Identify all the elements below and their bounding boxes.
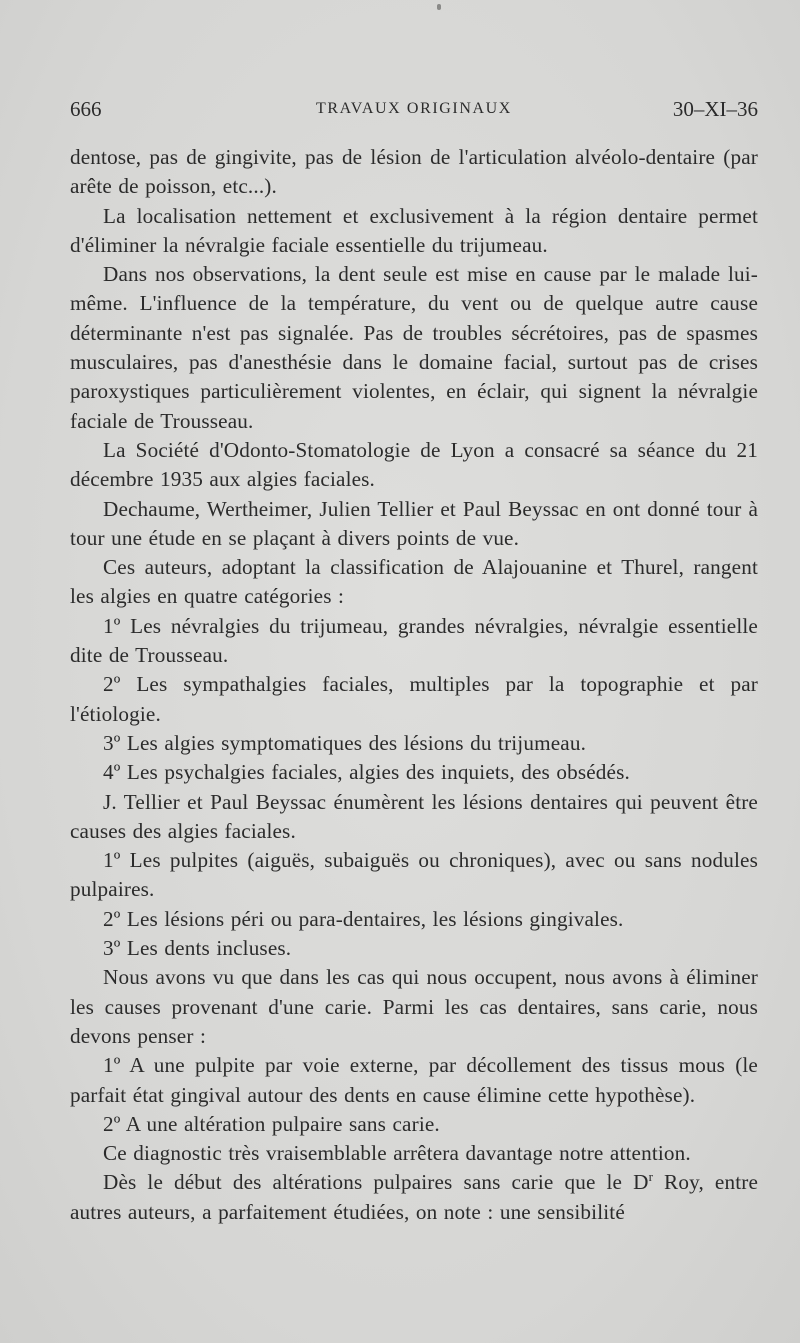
list-item-dents-incluses: 3º Les dents incluses.	[103, 936, 292, 961]
paragraph-18-start: Dès le début des altérations pulpaires sans carie que le D	[103, 1170, 649, 1195]
list-item-psychalgies: 4º Les psychalgies faciales, algies des inquiets, des obsédés.	[103, 760, 630, 785]
paragraph-17: Ce diagnostic très vraisemblable arrêtera davantage notre attention.	[103, 1141, 691, 1166]
paragraph-0: dentose, pas de gingivite, pas de lésion de l'articulation alvéolo-dentaire (par arête de poisson, etc...).	[70, 145, 758, 199]
scan-speck	[437, 4, 441, 10]
list-item-lesions-peri: 2º Les lésions péri ou para-dentaires, les lésions gingivales.	[103, 906, 624, 931]
running-title: TRAVAUX ORIGINAUX	[316, 100, 512, 117]
list-item-sympathalgies: 2º Les sympathalgies faciales, multiples par la topographie et par l'étiologie.	[70, 672, 758, 726]
page-header	[70, 97, 758, 127]
paragraph-18	[70, 1168, 758, 1227]
paragraph-10: J. Tellier et Paul Beyssac énumèrent les lésions dentaires qui peuvent être causes des algies faciales.	[70, 789, 758, 843]
paragraph-18-end: Roy, entre autres auteurs, a parfaitement étudiées, on note : une sensibilité	[70, 1170, 758, 1224]
paragraph-4: Dechaume, Wertheimer, Julien Tellier et Paul Beyssac en ont donné tour à tour une étude en se plaçant à divers points de vue.	[70, 496, 758, 550]
paragraph-5: Ces auteurs, adoptant la classification de Alajouanine et Thurel, rangent les algies en quatre catégories :	[70, 555, 758, 609]
page-number: 666	[70, 97, 102, 121]
list-item-pulpites: 1º Les pulpites (aiguës, subaiguës ou chroniques), avec ou sans nodules pulpaires.	[70, 848, 758, 902]
doctor-abbrev-superscript: r	[648, 1169, 654, 1185]
paragraph-14: Nous avons vu que dans les cas qui nous occupent, nous avons à éliminer les causes provenant d'une carie. Parmi les cas dentaires, sans carie, nous devons penser :	[70, 965, 758, 1048]
body-text	[70, 143, 758, 1227]
paragraph-3: La Société d'Odonto-Stomatologie de Lyon a consacré sa séance du 21 décembre 1935 aux algies faciales.	[70, 437, 758, 492]
list-item-alteration-pulpaire: 2º A une altération pulpaire sans carie.	[103, 1111, 440, 1136]
list-item-nevralgies: 1º Les névralgies du trijumeau, grandes névralgies, névralgie essentielle dite de Trousseau.	[70, 613, 758, 668]
issue-date: 30–XI–36	[672, 97, 758, 121]
list-item-algies-symptomatiques: 3º Les algies symptomatiques des lésions du trijumeau.	[103, 730, 587, 755]
paragraph-2: Dans nos observations, la dent seule est mise en cause par le malade lui-même. L'influence de la température, du vent ou de quelque autre cause déterminante n'est pas signalée. Pas de troubles sécrétoires, pas de spasmes musculaires, pas d'anesthésie dans le domaine facial, surtout pas de crises paroxystiques particulièrement violentes, en éclair, qui signent la névralgie faciale de Trousseau.	[70, 262, 758, 433]
paragraph-1: La localisation nettement et exclusivement à la région dentaire permet d'éliminer la névralgie faciale essentielle du trijumeau.	[70, 203, 758, 257]
list-item-pulpite-externe: 1º A une pulpite par voie externe, par décollement des tissus mous (le parfait état gingival autour des dents en cause élimine cette hypothèse).	[70, 1053, 758, 1107]
